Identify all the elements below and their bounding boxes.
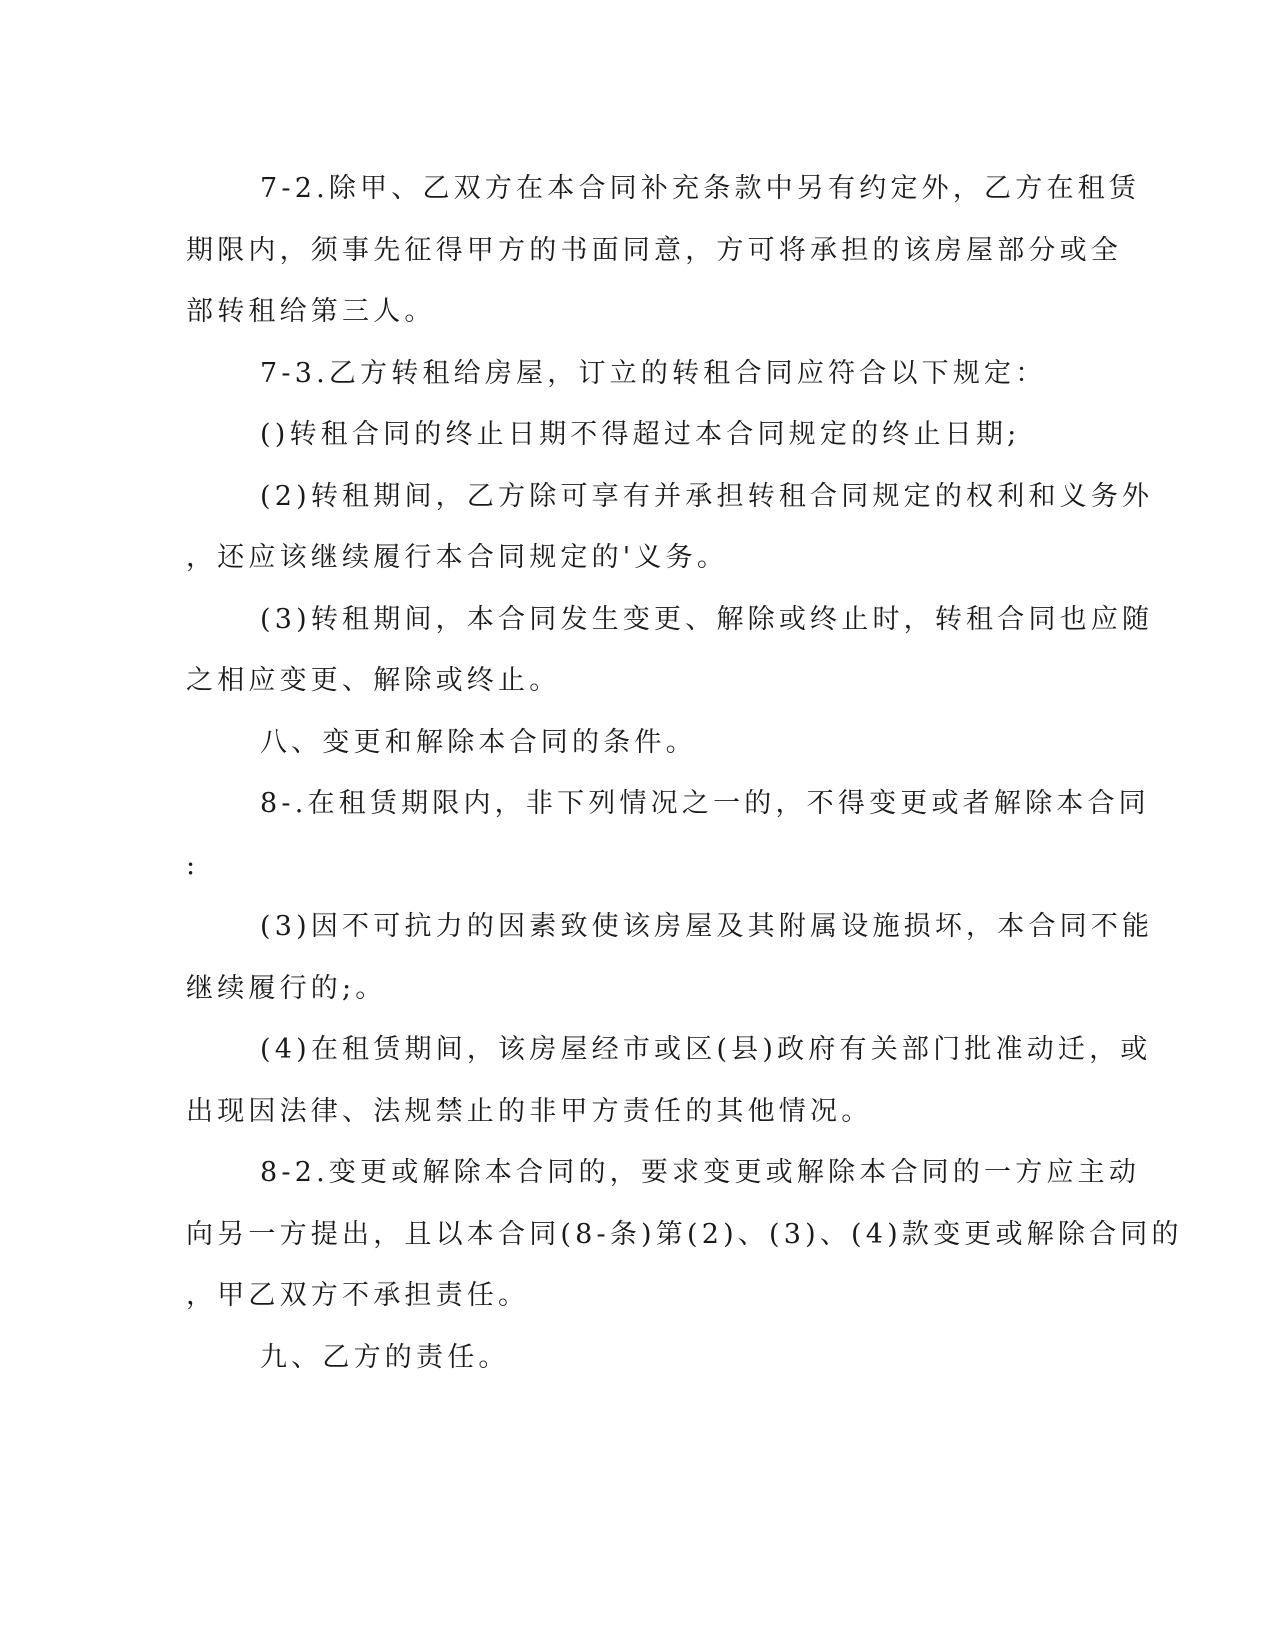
text-line: 出现因法律、法规禁止的非甲方责任的其他情况。: [186, 1095, 873, 1127]
document-page: [186, 158, 1183, 1388]
text-line: 部转租给第三人。: [186, 296, 436, 327]
text-line: 7-3.乙方转租给房屋，订立的转租合同应符合以下规定：: [260, 357, 1047, 389]
text-line: 继续履行的;。: [186, 972, 387, 1004]
text-line: ，甲乙双方不承担责任。: [186, 1280, 530, 1311]
section-heading: 九、乙方的责任。: [260, 1341, 510, 1373]
text-line: 向另一方提出，且以本合同(8-条)第(2)、(3)、(4)款变更或解除合同的: [186, 1218, 1183, 1250]
text-line: ()转租合同的终止日期不得超过本合同规定的终止日期;: [260, 419, 1021, 450]
text-line: (3)转租期间，本合同发生变更、解除或终止时，转租合同也应随: [260, 603, 1154, 635]
section-heading: 八、变更和解除本合同的条件。: [260, 726, 697, 758]
text-line: 期限内，须事先征得甲方的书面同意，方可将承担的该房屋部分或全: [186, 234, 1122, 266]
text-line: 之相应变更、解除或终止。: [186, 665, 561, 696]
text-line: ，还应该继续履行本合同规定的'义务。: [186, 542, 729, 573]
text-line: 8-2.变更或解除本合同的，要求变更或解除本合同的一方应主动: [260, 1157, 1141, 1188]
text-line: 8-.在租赁期限内，非下列情况之一的，不得变更或者解除本合同: [260, 788, 1150, 819]
text-line: (4)在租赁期间，该房屋经市或区(县)政府有关部门批准动迁，或: [260, 1034, 1152, 1065]
text-line: :: [186, 849, 200, 881]
text-line: 7-2.除甲、乙双方在本合同补充条款中另有约定外，乙方在租赁: [260, 173, 1141, 204]
text-line: (2)转租期间，乙方除可享有并承担转租合同规定的权利和义务外: [260, 480, 1154, 512]
text-line: (3)因不可抗力的因素致使该房屋及其附属设施损坏，本合同不能: [260, 911, 1154, 942]
